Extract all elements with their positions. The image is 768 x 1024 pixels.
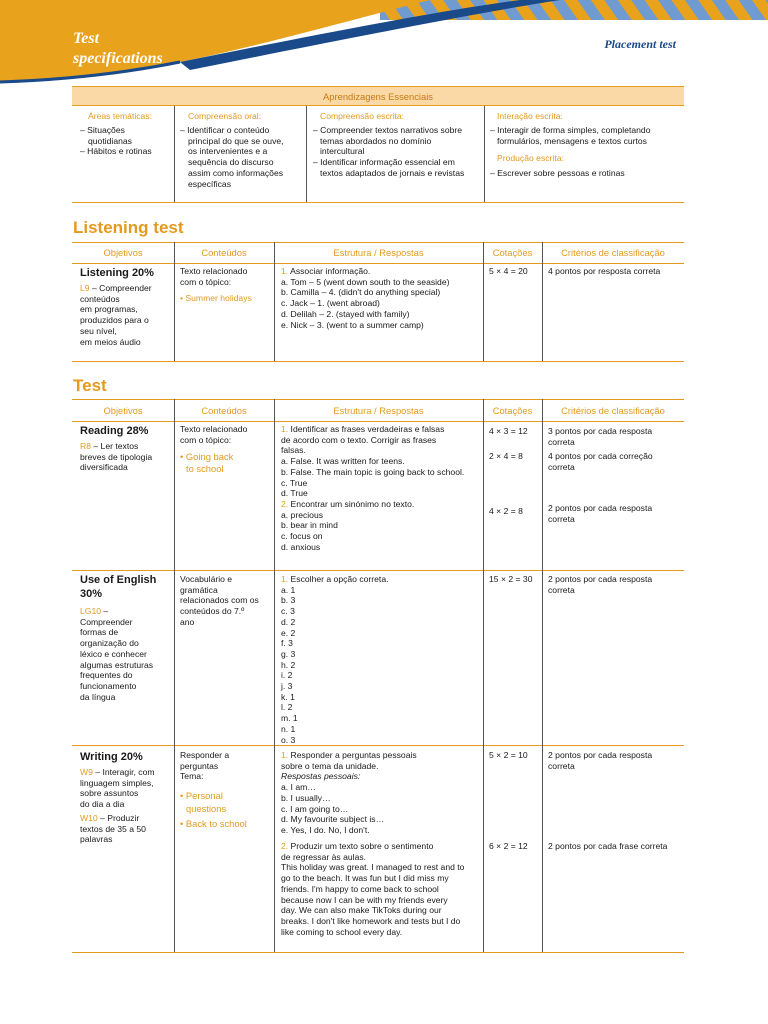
reading-topic: • Going back to school (180, 451, 234, 474)
reading-score-2: 2 × 4 = 8 (489, 451, 523, 461)
col-conteudos: Conteúdos (201, 247, 247, 258)
divider (483, 399, 484, 952)
col-criterios: Critérios de classificação (561, 247, 665, 258)
col-objetivos: Objetivos (103, 247, 143, 258)
compreensao-oral-heading: Compreensão oral: (188, 111, 262, 121)
writing-task-1: 1. Responder a perguntas pessoais sobre o tema da unidade. Respostas pessoais: a. I am… b. I usually… c. I am going to… d. My favourite subject is… e. Yes, I do. No, I don't. (281, 750, 417, 835)
divider (72, 263, 684, 264)
listening-test-title: Listening test (73, 218, 184, 237)
writing-score-2: 6 × 2 = 12 (489, 841, 528, 851)
use-of-english-score: 15 × 2 = 30 (489, 574, 533, 584)
document-title: Test specifications (73, 30, 163, 67)
listening-criteria: 4 pontos por resposta correta (548, 266, 661, 276)
use-of-english-task: 1. Escolher a opção correta. a. 1 b. 3 c. 3 d. 2 e. 2 f. 3 g. 3 h. 2 i. 2 j. 3 k. 1 l. 2 m. 1 n. 1 o. 3 (281, 574, 389, 745)
divider (274, 399, 275, 952)
use-of-english-title: Use of English 30% (80, 574, 157, 600)
writing-title: Writing 20% (80, 751, 143, 763)
divider (174, 106, 175, 202)
divider (274, 242, 275, 361)
reading-criteria-2: 4 pontos por cada correção correta (548, 451, 653, 472)
col-cotacoes: Cotações (492, 247, 533, 258)
listening-task: 1. Associar informação. a. Tom – 5 (went down south to the seaside) b. Camilla – 4. (didn't do anything special) c. Jack – 1. (went abroad) d. Delilah – 2. (stayed with family) e. Nick – 3. (went to a summer camp) (281, 266, 450, 330)
divider (483, 242, 484, 361)
aprendizagens-essenciais-header: Aprendizagens Essenciais (72, 86, 684, 106)
compreensao-escrita-heading: Compreensão escrita: (320, 111, 405, 121)
divider (306, 106, 307, 202)
areas-tematicas-list: – Situações quotidianas – Hábitos e rotinas (80, 125, 152, 157)
divider (72, 399, 684, 400)
reading-score-1: 4 × 3 = 12 (489, 426, 528, 436)
test-title: Test (73, 376, 107, 395)
compreensao-oral-text: – Identificar o conteúdo principal do que se ouve, os intervenientes e a sequência do discurso assim como informações específicas (180, 125, 284, 189)
listening-topic: • Summer holidays (180, 293, 252, 303)
producao-escrita-heading: Produção escrita: (497, 153, 564, 163)
writing-score-1: 5 × 2 = 10 (489, 750, 528, 760)
col-objetivos: Objetivos (103, 405, 143, 416)
divider (72, 242, 684, 243)
writing-criteria-2: 2 pontos por cada frase correta (548, 841, 668, 851)
producao-escrita-text: – Escrever sobre pessoas e rotinas (490, 168, 625, 178)
reading-objective: R8 – Ler textos breves de tipologia diversificada (80, 441, 153, 473)
page-header (0, 0, 768, 90)
writing-content: Responder a perguntas Tema: (180, 750, 230, 782)
listening-objective-title: Listening 20% (80, 267, 154, 279)
divider (484, 106, 485, 202)
col-cotacoes: Cotações (492, 405, 533, 416)
reading-title: Reading 28% (80, 425, 149, 437)
writing-task-2: 2. Produzir um texto sobre o sentimento de regressar às aulas. This holiday was great. I managed to rest and to go to the beach. It was fun but I did miss my friends. I'm happy to come back to school because now I can be with my friends every day. We can also make TikToks during our breaks. I don't like homework and tests but I do like coming to school every day. (281, 841, 465, 937)
divider (174, 242, 175, 361)
reading-score-3: 4 × 2 = 8 (489, 506, 523, 516)
divider (72, 570, 684, 571)
writing-objective-1: W9 – Interagir, com linguagem simples, sobre assuntos do dia a dia (80, 767, 155, 810)
divider (542, 242, 543, 361)
interacao-escrita-text: – Interagir de forma simples, completando formulários, mensagens e textos curtos (490, 125, 651, 146)
col-criterios: Critérios de classificação (561, 405, 665, 416)
areas-tematicas-heading: Áreas temáticas: (88, 111, 152, 121)
reading-content: Texto relacionado com o tópico: (180, 424, 248, 445)
use-of-english-criteria: 2 pontos por cada resposta correta (548, 574, 653, 595)
listening-score: 5 × 4 = 20 (489, 266, 528, 276)
listening-objective: L9 – Compreender conteúdos em programas, produzidos para o seu nível, em meios áudio (80, 283, 152, 347)
divider (72, 421, 684, 422)
divider (174, 399, 175, 952)
reading-task-1: 1. Identificar as frases verdadeiras e falsas de acordo com o texto. Corrigir as frases falsas. a. False. It was written for teens. b. False. The main topic is going back to school. c. True d. True 2. Encontrar um sinónimo no texto. a. precious b. bear in mind c. focus on d. anxious (281, 424, 465, 552)
col-estrutura: Estrutura / Respostas (333, 247, 424, 258)
writing-objective-2: W10 – Produzir textos de 35 a 50 palavras (80, 813, 146, 845)
placement-test-label: Placement test (604, 37, 676, 51)
reading-criteria-3: 2 pontos por cada resposta correta (548, 503, 653, 524)
use-of-english-objective: LG10 – Compreender formas de organização do léxico e conhecer algumas estruturas frequentes do funcionamento da língua (80, 606, 154, 702)
divider (542, 399, 543, 952)
divider (72, 202, 684, 203)
compreensao-escrita-text: – Compreender textos narrativos sobre temas abordados no domínio intercultural – Identificar informação essencial em textos adaptados de jornais e revistas (313, 125, 465, 178)
listening-content: Texto relacionado com o tópico: (180, 266, 248, 287)
divider (72, 952, 684, 953)
interacao-escrita-heading: Interação escrita: (497, 111, 563, 121)
writing-topics: • Personal questions • Back to school (180, 790, 247, 829)
col-conteudos: Conteúdos (201, 405, 247, 416)
reading-criteria-1: 3 pontos por cada resposta correta (548, 426, 653, 447)
writing-criteria-1: 2 pontos por cada resposta correta (548, 750, 653, 771)
divider (72, 361, 684, 362)
use-of-english-content: Vocabulário e gramática relacionados com os conteúdos do 7.º ano (180, 574, 259, 627)
col-estrutura: Estrutura / Respostas (333, 405, 424, 416)
